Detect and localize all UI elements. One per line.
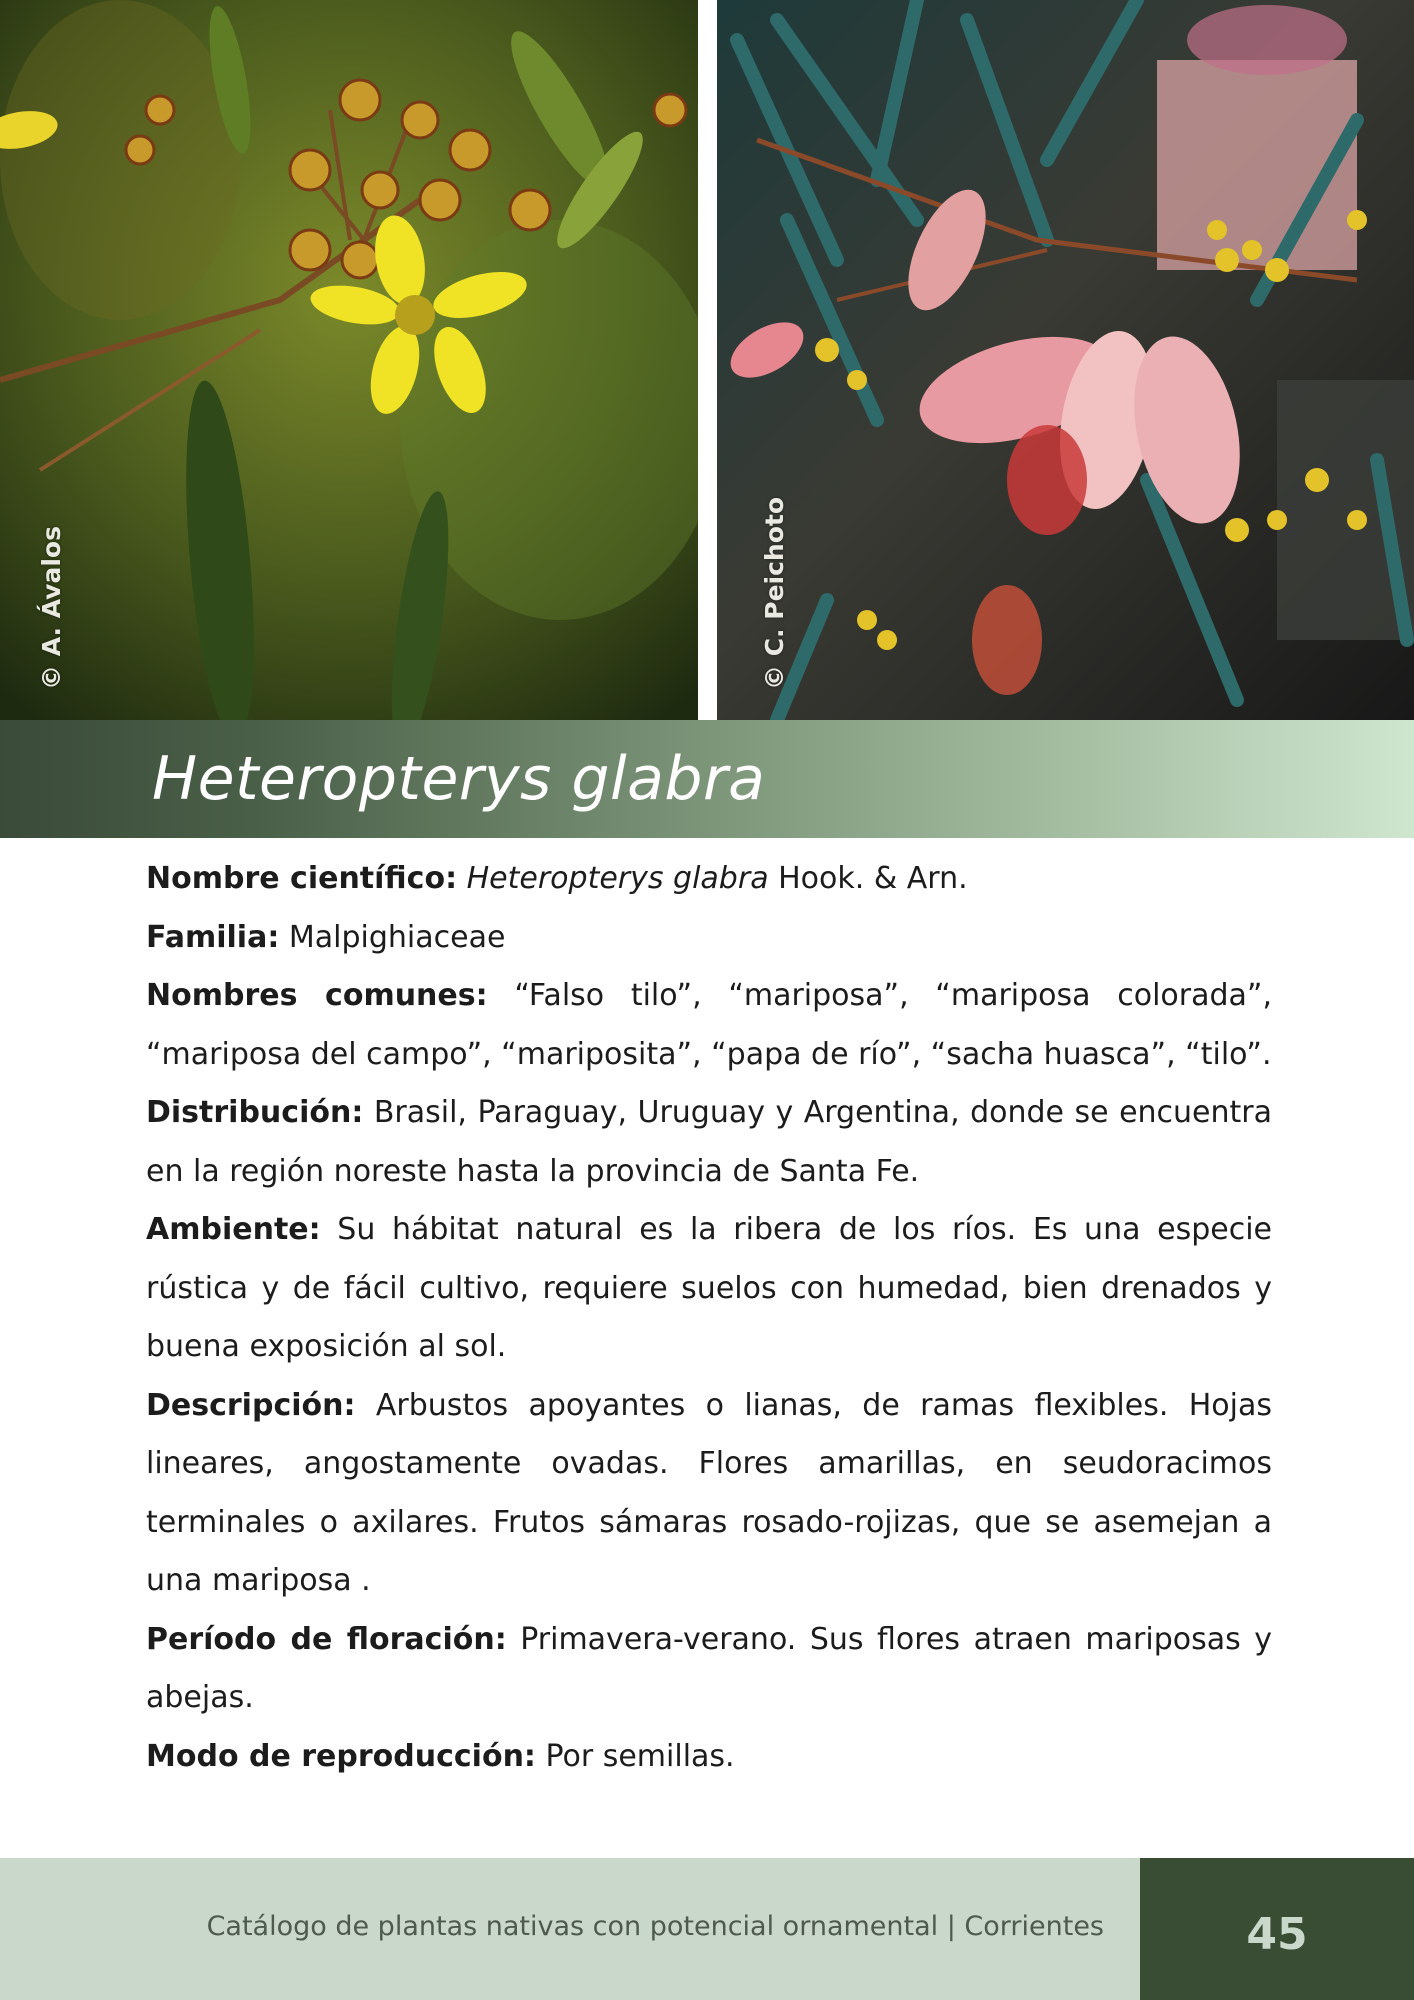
field-family-label: Familia: [146,919,280,955]
field-scientific-name-label: Nombre científico: [146,861,458,896]
page-number-box [1140,1858,1414,2000]
field-common-names-value: “Falso tilo”, “mariposa”, “mariposa colorada”, “mariposa del campo”, “mariposita”, “papa de río”, “sacha huasca”, “tilo”. [146,978,1272,1072]
photo-divider [698,0,717,720]
field-habitat [146,1201,1272,1377]
field-family-value: Malpighiaceae [279,919,506,955]
field-distribution-value: Brasil, Paraguay, Uruguay y Argentina, donde se encuentra en la región noreste hasta la provincia de Santa Fe. [146,1095,1272,1189]
field-scientific-name-species: Heteropterys glabra [466,861,769,896]
field-flowering [146,1611,1272,1728]
field-description-value: Arbustos apoyantes o lianas, de ramas flexibles. Hojas lineares, angostamente ovadas. Flores amarillas, en seudoracimos terminales o axilares. Frutos sámaras rosado-rojizas, que se asemejan a una mariposa . [146,1387,1272,1598]
species-details [146,850,1272,1786]
photo-yellow-flowers [0,0,698,720]
field-distribution-label: Distribución: [146,1095,364,1130]
photo-credit-peichoto: © C. Peichoto [760,496,789,690]
field-description-label: Descripción: [146,1387,356,1423]
photo-yellow-flowers-illustration [0,0,698,720]
field-family [146,909,1272,968]
field-scientific-name-author: Hook. & Arn. [768,861,968,896]
field-common-names-label: Nombres comunes: [146,978,488,1013]
field-flowering-value: Primavera-verano. Sus flores atraen mariposas y abejas. [146,1621,1273,1715]
field-reproduction [146,1728,1272,1787]
field-reproduction-value: Por semillas. [535,1738,735,1774]
photo-pink-samaras [717,0,1414,720]
field-distribution [146,1084,1272,1201]
field-description [146,1377,1272,1611]
field-reproduction-label: Modo de reproducción: [146,1738,536,1774]
field-common-names [146,967,1272,1084]
field-scientific-name [146,850,1272,909]
photo-credit-avalos: © A. Ávalos [37,526,66,690]
footer-caption: Catálogo de plantas nativas con potencial ornamental | Corrientes [206,1911,1104,1942]
field-habitat-label: Ambiente: [146,1212,321,1247]
species-title: Heteropterys glabra [152,744,766,814]
photo-pink-samaras-illustration [717,0,1414,720]
species-title-band [0,720,1414,838]
page-footer [0,1858,1414,2000]
field-habitat-value: Su hábitat natural es la ribera de los ríos. Es una especie rústica y de fácil cultivo, requiere suelos con humedad, bien drenados y buena exposición al sol. [146,1212,1272,1364]
page-number: 45 [1246,1908,1308,1960]
field-flowering-label: Período de floración: [146,1621,507,1657]
